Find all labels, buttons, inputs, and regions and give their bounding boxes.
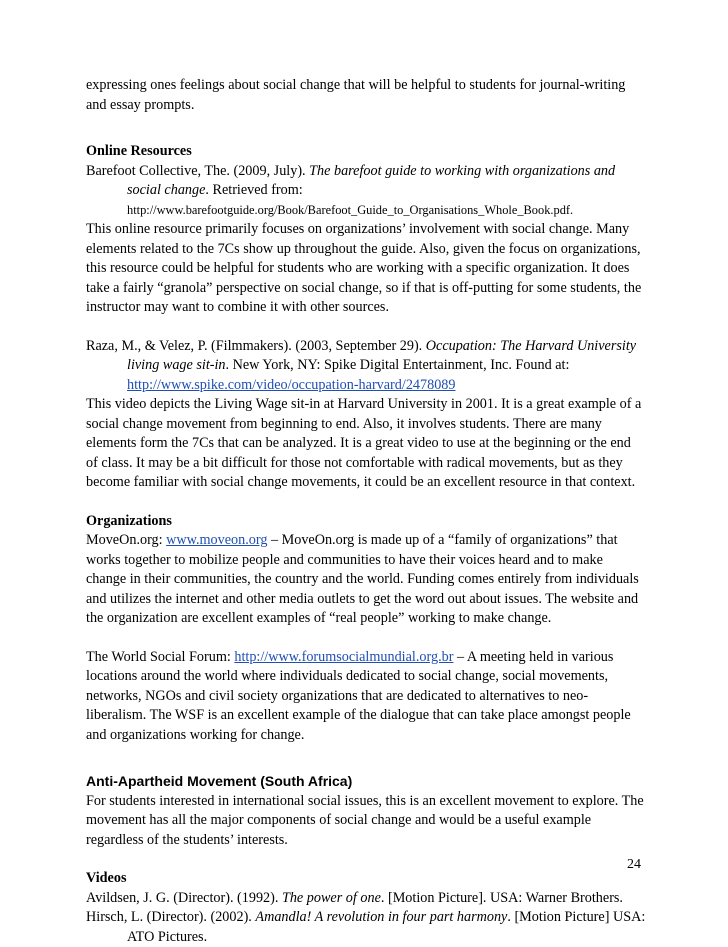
hirsch-title: Amandla! A revolution in four part harmony <box>255 909 508 925</box>
barefoot-citation-pre: Barefoot Collective, The. (2009, July). <box>86 162 310 179</box>
wsf-text: – A meeting held in various locations around the world where individuals dedicated to social change, social movements, networks, NGOs and civil society organizations that are dedicated to alternatives to neo-liberalism. The WSF is an excellent example of the dialogue that can take place amongst people and organizations working for change. <box>86 648 631 743</box>
avildsen-citation-post: . [Motion Picture]. USA: Warner Brothers. <box>380 889 623 906</box>
raza-title: Occupation: The Harvard University living wage sit-in <box>127 337 637 373</box>
moveon-text: – MoveOn.org is made up of a “family of organizations” that works together to mobilize people and communities to have their voices heard and to make change in their communities, the country and the world. Funding comes entirely from individuals and utilizes the internet and other media outlets to get the word out about issues. The website and the organization are excellent examples of “real people” working to make change. <box>86 532 639 626</box>
barefoot-url[interactable]: http://www.barefootguide.org/Book/Barefoot_Guide_to_Organisations_Whole_Book.pdf. <box>127 202 574 217</box>
anti-apartheid-text: For students interested in international social issues, this is an excellent movement to explore. The movement has all the major components of social change and would be a useful example regardless of the students’ interests. <box>86 792 644 848</box>
online-resources-heading: Online Resources <box>86 143 192 159</box>
barefoot-description: This online resource primarily focuses on organizations’ involvement with social change. Many elements related to the 7Cs show up throughout the guide. Also, given the focus on organizations, this resource could be helpful for students who are working with a specific organization. It does take a fairly “granola” perspective on social change, so if that is off-putting for some students, the instructor may want to combine it with other sources. <box>86 221 642 315</box>
document-page <box>86 76 646 947</box>
avildsen-title: The power of one <box>281 889 381 906</box>
avildsen-citation-pre: Avildsen, J. G. (Director). (1992). <box>86 889 282 906</box>
hirsch-citation-pre: Hirsch, L. (Director). (2002). <box>86 909 256 925</box>
anti-apartheid-heading: Anti-Apartheid Movement (South Africa) <box>86 773 353 789</box>
moveon-paragraph <box>86 531 646 629</box>
barefoot-title: The barefoot guide to working with organizations and social change <box>127 162 616 198</box>
moveon-name: MoveOn.org: <box>86 532 167 548</box>
hirsch-citation-post: . [Motion Picture] USA: ATO Pictures. <box>127 909 646 945</box>
barefoot-citation <box>86 162 646 221</box>
raza-url-link[interactable]: http://www.spike.com/video/occupation-harvard/2478089 <box>127 376 456 393</box>
raza-citation-post: . New York, NY: Spike Digital Entertainment, Inc. Found at: <box>225 357 570 373</box>
raza-citation-pre: Raza, M., & Velez, P. (Filmmakers). (2003, September 29). <box>86 337 426 354</box>
raza-description: This video depicts the Living Wage sit-in at Harvard University in 2001. It is a great example of a social change movement from beginning to end. Also, it involves students. There are many elements form the 7Cs that can be analyzed. It is a great video to use at the beginning or the end of class. It may be a bit difficult for those not comfortable with radical movements, but as they become familiar with social change movements, it could be an excellent resource in that context. <box>86 396 642 490</box>
videos-heading: Videos <box>86 870 127 886</box>
avildsen-citation <box>86 889 646 909</box>
intro-paragraph: expressing ones feelings about social change that will be helpful to students for journal-writing and essay prompts. <box>86 77 626 113</box>
moveon-url-link[interactable]: www.moveon.org <box>166 532 268 548</box>
wsf-paragraph <box>86 648 646 746</box>
wsf-name: The World Social Forum: <box>86 648 235 665</box>
organizations-heading: Organizations <box>86 512 172 529</box>
hirsch-citation <box>86 908 646 947</box>
page-number: 24 <box>627 857 641 872</box>
barefoot-citation-post: . Retrieved from: <box>205 182 303 198</box>
wsf-url-link[interactable]: http://www.forumsocialmundial.org.br <box>234 648 454 665</box>
raza-citation <box>86 337 646 396</box>
